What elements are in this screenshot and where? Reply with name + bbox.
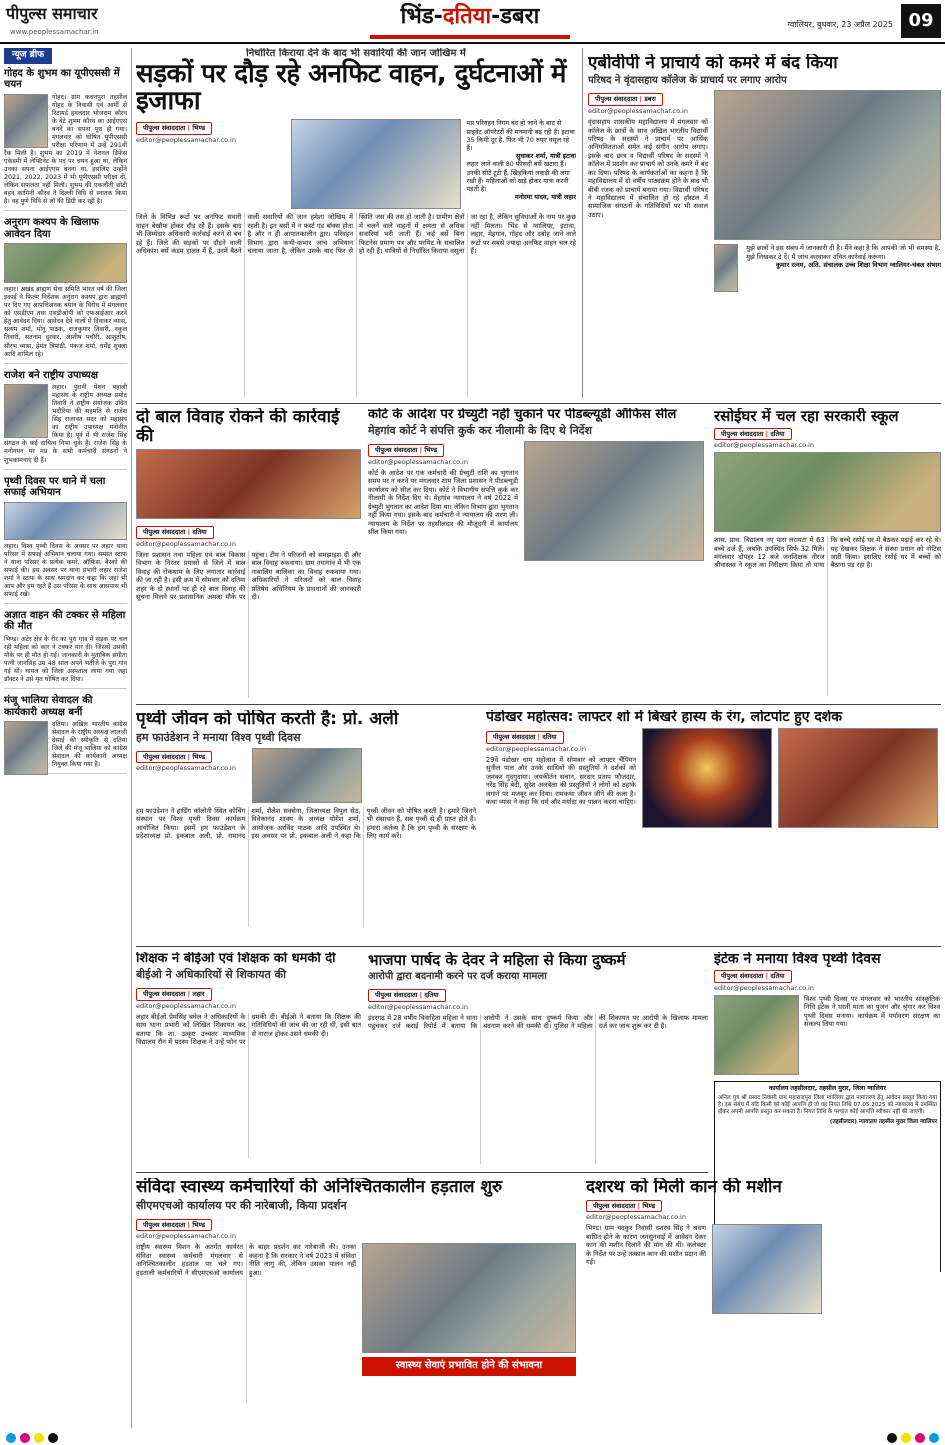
assault-story xyxy=(368,952,708,1167)
divider xyxy=(136,403,941,404)
edition-part-3: -डबरा xyxy=(491,4,540,29)
brief-item xyxy=(4,695,127,774)
child-marriage-body-text: जिला प्रशासन तथा महिला एवं बाल विकास विभाग के निरंतर प्रयासों से जिले में बाल विवाह की रोकथाम के लिए लगातार कार्रवाई की जा रही है। इसी क्रम में सोमवार को दतिया शहर के दो स्थानों पर हो रहे बाल विवाह की सूचना मिलने पर प्रशासनिक अमला मौके पर पहुंचा। टीम ने परिजनों को समझाइश दी और बाल विवाह रुकवाया। ग्राम नयागांव में भी एक नाबालिग बालिका का विवाह रुकवाया गया। अधिकारियों ने परिजनों को बाल विवाह प्रतिषेध अधिनियम के प्रावधानों की जानकारी दी। xyxy=(136,551,361,602)
lead-story xyxy=(136,48,576,398)
notice-body: अनिल पुत्र श्री प्रसाद निवासी ग्राम महाराजपुरा जिला ग्वालियर द्वारा नामांतरण हेतु आवेदन प्रस्तुत किया गया है। इस संबंध में यदि किसी को कोई आपत्ति हो तो वह नियत तिथि 07.05.2025 को न्यायालय में उपस्थित होकर अपनी आपत्ति प्रस्तुत कर सकता है। नियत तिथि के पश्चात कोई आपत्ति स्वीकार नहीं की जाएगी। xyxy=(718,1094,937,1116)
earth-body-text: हम फाउंडेशन ने हार्डिंग कॉलोनी स्थित कोचिंग संस्थान पर विश्व पृथ्वी दिवस कार्यक्रम आयोजित किया। इसमें हम फाउंडेशन के प्रदेशाध्यक्ष प्रो. इकबाल अली, प्रो. रामानंद शर्मा, शैलेश सक्सेना, जिलाध्यक्ष विपुल सेठ, विवेकानंद शाक्य के अध्यक्ष योगेश शर्मा, आयोजक अरविंद पाठक आदि उपस्थित थे। इस अवसर पर प्रो. इकबाल अली ने कहा कि पृथ्वी जीवन को पोषित करती है। हमारे जितने भी संसाधन हैं, सब पृथ्वी से ही प्राप्त होते हैं। हमारा कर्तव्य है कि हम पृथ्वी के संरक्षण के लिए कार्य करें। xyxy=(136,806,476,841)
news-brief-label: न्यूज ब्रीफ xyxy=(4,48,52,64)
assault-subhead: आरोपी द्वारा बदनामी करने पर दर्ज कराया मामला xyxy=(368,970,547,982)
lead-body xyxy=(136,213,576,398)
intech-body-text: विश्व पृथ्वी दिवस पर मंगलवार को भारतीय सांस्कृतिक निधि इंटेक ने धरती माता का पूजन और श्रृंगार कर विश्व पृथ्वी दिवस मनाया। कार्यक्रम में पर्यावरण संरक्षण का संकल्प लिया गया। xyxy=(804,995,940,1029)
court-story xyxy=(368,408,708,698)
byline-separator: | xyxy=(537,733,541,742)
abvp-subhead: परिषद ने वृंदासहाय कॉलेज के प्राचार्य पर लगाए आरोप xyxy=(588,74,787,86)
brand-logo: पीपुल्स समाचार xyxy=(6,4,98,23)
teacher-body xyxy=(136,1013,361,1158)
kitchen-body-text: शास. प्राथ. विद्यालय नए पारा लरायटा में 63 बच्चे दर्ज हैं, जबकि उपस्थित सिर्फ 32 मिले। मंगलवार दोपहर 12 बजे जनशिक्षक नीरज श्रीवास्तव ने स्कूल का निरीक्षण किया तो पाया कि बच्चे रसोई घर में बैठकर पढ़ाई कर रहे थे। यह देखकर शिक्षक ने संस्था प्रधान को नोटिस जारी किया। इसलिए रसोई घर में बच्चों को बैठाना पड़ रहा है। xyxy=(714,536,941,570)
registration-dot-black xyxy=(887,1433,897,1443)
health-banner: स्वास्थ्य सेवाएं प्रभावित होने की संभावना xyxy=(362,1357,576,1376)
byline-name: पीपुल्स संवाददाता xyxy=(143,124,186,133)
brief-body: लहार। पुरानी पेंशन बहाली महासंघ के राष्ट्रीय अध्यक्ष प्रमोद तिवारी ने राष्ट्रीय संयोजक उदित भदौरिया की सहमति से राजेश सिंह राजावत सदर को महासंघ का राष्ट्रीय उपाध्यक्ष मनोनीत किया है। पूर्व में भी राजेश सिंह संगठन के कई दायित्व निभा चुके हैं। राजेश सिंह के मनोनयन पर मप्र के सभी कर्मचारी संगठनों ने शुभकामनाएं दी हैं। xyxy=(4,384,127,464)
child-marriage-headline: दो बाल विवाह रोकने की कार्रवाई की xyxy=(136,408,340,446)
intech-byline xyxy=(714,970,792,982)
registration-dot-magenta xyxy=(20,1433,30,1443)
byline-place: भिण्ड xyxy=(192,124,206,133)
brief-title: अज्ञात वाहन की टक्कर से महिला की मौत xyxy=(4,609,126,633)
byline-separator: | xyxy=(419,446,423,455)
brief-portrait-photo xyxy=(4,94,48,148)
brief-body: गोहद। ग्राम कचनपुरा तहसील गोहद के निवासी एवं आर्मी से रिटायर्ड हवलदार भोजराम कौरव के बेटे शुभम कौरव का आईएएस बनने का सपना पूरा हो गया। मंगलवार को घोषित यूपीएससी परीक्षा परिणाम में उन्हें 291वीं रैंक मिली है। शुभम का 2019 में नेशनल डिफेंस एकेडमी में लेफ्टिनेंट के पद पर चयन हुआ था, लेकिन उनका सपना आईएएस बनना था, इसलिए उन्होंने 2021, 2022, 2023 में भी यूपीएससी परीक्षा दी, लेकिन सफलता नहीं मिली। शुभम की एकलौती छोटी बहन कामिनी कौरव ने दिल्ली विवि से स्नातक किया है। वह पुणे विवि से लॉ की डिग्री कर रही है। xyxy=(4,93,127,206)
earth-byline xyxy=(136,751,212,763)
health-headline: संविदा स्वास्थ्य कर्मचारियों की अनिश्चितकालीन हड़ताल शुरु xyxy=(136,1178,503,1197)
news-brief-column xyxy=(4,48,132,1428)
child-marriage-photo xyxy=(136,449,361,519)
teacher-byline xyxy=(136,988,212,1000)
lead-quote-1-name: सुधाकर शर्मा, यात्री इटावा xyxy=(515,152,576,161)
court-byline xyxy=(368,444,444,456)
byline-name: पीपुल्स संवाददाता xyxy=(143,528,186,537)
court-email: editor@peoplessamachar.co.in xyxy=(368,457,468,466)
health-email: editor@peoplessamachar.co.in xyxy=(136,1232,236,1241)
lead-quote-2-name: मनोरमा यादव, यात्री लहार xyxy=(514,193,576,202)
brief-portrait-photo xyxy=(4,721,48,775)
court-photo xyxy=(524,441,704,561)
notice-head: कार्यालय तहसीलदार, तहसील मुरार, जिला ग्वालियर xyxy=(769,1085,886,1093)
earth-subhead: हम फाउंडेशन ने मनाया विश्व पृथ्वी दिवस xyxy=(136,730,301,744)
dashrath-headline: दशरथ को मिली कान की मशीन xyxy=(586,1178,782,1197)
registration-dot-cyan xyxy=(6,1433,16,1443)
earth-day-story xyxy=(136,710,476,940)
earth-headline: पृथ्वी जीवन को पोषित करती है: प्रो. अली xyxy=(136,710,399,729)
byline-name: पीपुल्स संवाददाता xyxy=(143,990,186,999)
byline-name: पीपुल्स संवाददाता xyxy=(375,991,418,1000)
dashrath-photo xyxy=(712,1224,822,1314)
divider xyxy=(136,946,941,947)
registration-dot-magenta xyxy=(915,1433,925,1443)
court-body xyxy=(368,469,518,674)
registration-dot-yellow xyxy=(901,1433,911,1443)
abvp-body-text: वृंदासहाय शासकीय महाविद्यालय में मंगलवार को कॉलेज के छात्रों के साथ अखिल भारतीय विद्यार्थी परिषद के सदस्यों ने प्राचार्य पर आर्थिक अनियमितताओं समेत कई संगीन आरोप लगाए। इसके बाद छात्र व विद्यार्थी परिषद के सदस्यों ने कॉलेज में प्रदर्शन कर प्राचार्य को उनके कमरे में बंद कर दिया। परिषद के कार्यकर्ताओं का कहना है कि महाविद्यालय में दो वर्षीय पाठ्यक्रम होने के बाद भी बीबी रजक को प्राचार्य बनाया गया। विद्यार्थी परिषद ने महाविद्यालय में संचालित हो रहे हॉस्टल में सामाजिक संगठनों के गतिविधियों पर भी सवाल उठाए। xyxy=(588,118,708,219)
byline-separator: | xyxy=(187,528,191,537)
laughter-byline xyxy=(486,731,564,743)
kitchen-byline xyxy=(714,428,792,440)
byline-name: पीपुल्स संवाददाता xyxy=(721,972,764,981)
main-grid xyxy=(136,48,941,1428)
dashrath-email: editor@peoplessamachar.co.in xyxy=(586,1213,686,1221)
byline-name: पीपुल्स संवाददाता xyxy=(493,733,536,742)
abvp-email: editor@peoplessamachar.co.in xyxy=(588,106,688,115)
laughter-headline: पंडोखर महोत्सव: लाफ्टर शो में बिखरे हास्य के रंग, लोटपोट हुए दर्शक xyxy=(486,710,843,725)
teacher-subhead: बीईओ ने अधिकारियों से शिकायत की xyxy=(136,968,286,982)
intech-headline: इंटेक ने मनाया विश्व पृथ्वी दिवस xyxy=(714,952,881,967)
kitchen-school-story xyxy=(714,408,941,698)
divider xyxy=(582,48,583,398)
kitchen-photo xyxy=(714,452,941,532)
edition-part-2: दतिया xyxy=(442,4,492,29)
dashrath-byline xyxy=(586,1200,662,1212)
brief-title: मंजू भालिया सेवादल की कार्यकारी अध्यक्ष बनीं xyxy=(4,695,93,718)
byline-separator: | xyxy=(187,990,191,999)
byline-name: पीपुल्स संवाददाता xyxy=(721,429,764,438)
lead-quote-box xyxy=(467,119,576,209)
brief-item xyxy=(4,217,127,363)
registration-dot-black xyxy=(48,1433,58,1443)
byline-name: पीपुल्स संवाददाता xyxy=(375,446,418,455)
byline-place: भिण्ड xyxy=(192,1220,206,1229)
byline-place: भिण्ड xyxy=(424,446,438,455)
assault-byline xyxy=(368,989,446,1001)
byline-name: पीपुल्स संवाददाता xyxy=(593,1201,636,1210)
byline-place: डबरा xyxy=(644,95,656,104)
byline-place: दतिया xyxy=(192,528,207,537)
abvp-story xyxy=(588,54,941,398)
byline-place: दतिया xyxy=(770,972,785,981)
laughter-email: editor@peoplessamachar.co.in xyxy=(486,744,586,753)
brief-portrait-photo xyxy=(4,384,48,438)
teacher-threat-story xyxy=(136,952,361,1167)
registration-dot-yellow xyxy=(34,1433,44,1443)
child-marriage-body xyxy=(136,551,361,698)
brief-title: अनुराग कश्यप के खिलाफ आवेदन दिया xyxy=(4,217,99,240)
brief-body: भिण्ड। अटेर क्षेत्र के रीर का पुरा गांव में सड़क पर चल रही महिला को कार ने टक्कर मार दी। जिससे उसकी मौके पर ही मौत हो गई। जानकारी के मुताबिक संगीता पत्नी जानसिंह उम्र 48 साल अपने भतीजे के पुरा गांव गई थी। घायल को जिला अस्पताल लाया गया जहां डॉक्टर ने उसे मृत घोषित कर दिया। xyxy=(4,635,127,684)
divider xyxy=(136,704,941,705)
health-photo xyxy=(362,1243,576,1353)
teacher-body-text: लहार बीईओ प्रेमसिंह बघेल ने अधिकारियों के साथ थाना प्रभारी को लिखित शिकायत कर बताया कि शा. उत्कृष्ट उच्चतर माध्यमिक विद्यालय रौन में पदस्थ शिक्षक ने उन्हें फोन पर धमकी दी। बीईओ ने बताया कि शिक्षक की गतिविधियों की जांच की जा रही थी, इसी बात से नाराज होकर उसने धमकी दी। xyxy=(136,1013,361,1047)
kitchen-headline: रसोईघर में चल रहा सरकारी स्कूल xyxy=(714,408,899,425)
brief-item xyxy=(4,610,127,689)
byline-place: दतिया xyxy=(542,733,557,742)
earth-photo xyxy=(252,748,362,803)
abvp-body xyxy=(588,118,708,343)
earth-email: editor@peoplessamachar.co.in xyxy=(136,764,236,773)
edition-part-1: भिंड- xyxy=(400,4,443,29)
page-number: 09 xyxy=(901,4,941,38)
laughter-body-text: 29वें पंडोखर धाम महोत्सव में सोमवार को लाफ्टर चैंपियन सुनील पाल और उनके साथियों की प्रस्तुतियों ने दर्शकों को जमकर गुदगुदाया। जयकीर्तन सचान, सरदार प्रताप फौजदार, नरेंद्र सिंह बेदी, सुरेश अलबेला की प्रस्तुतियों ने लोगों को ठहाके लगाने पर मजबूर कर दिया। रामकथा जीवन जीने की कला है। कथा व्यास ने कहा कि धर्म और मर्यादा का पालन करना चाहिए। xyxy=(486,756,636,807)
kitchen-body xyxy=(714,536,941,696)
health-byline xyxy=(136,1219,212,1231)
earth-body xyxy=(136,807,476,927)
dashrath-body xyxy=(586,1224,706,1399)
health-body xyxy=(136,1243,356,1403)
laughter-body xyxy=(486,756,636,916)
edition-title xyxy=(370,3,570,39)
notice-sign: (तहसीलदार) न्यायालय तहसील मुरार जिला ग्वालियर xyxy=(829,1119,937,1126)
assault-body-text: इंदरगढ़ में 28 वर्षीय विवाहिता महिला ने थाना पहुंचकर दर्ज कराई रिपोर्ट में बताया कि आरोपी ने उसके साथ दुष्कर्म किया और बदनाम करने की धमकी दी। पुलिस ने महिला की शिकायत पर आरोपी के खिलाफ मामला दर्ज कर जांच शुरू कर दी है। xyxy=(368,1013,708,1031)
teacher-headline: शिक्षक ने बीईओ एवं शिक्षक को धमकी दी xyxy=(136,952,336,966)
abvp-photo xyxy=(714,90,941,240)
brand-url: www.peoplessamachar.in xyxy=(10,28,99,36)
byline-separator: | xyxy=(765,429,769,438)
lead-headline: सड़कों पर दौड़ रहे अनफिट वाहन, दुर्घटनाओं में इजाफा xyxy=(136,58,566,117)
byline-separator: | xyxy=(765,972,769,981)
health-body-text: राष्ट्रीय स्वास्थ्य मिशन के अंतर्गत कार्यरत संविदा स्वास्थ्य कर्मचारी मंगलवार से अनिश्चितकालीन हड़ताल पर चले गए। हड़ताली कर्मचारियों ने सीएमएचओ कार्यालय के बाहर प्रदर्शन कर नारेबाजी की। उनका कहना है कि सरकार ने वर्ष 2023 में संविदा नीति लागू की, लेकिन उसका पालन नहीं हुआ। xyxy=(136,1243,356,1277)
child-marriage-byline xyxy=(136,526,214,538)
byline-place: भिण्ड xyxy=(192,752,206,761)
assault-body xyxy=(368,1014,708,1164)
intech-body xyxy=(804,995,940,1075)
byline-place: दतिया xyxy=(770,429,785,438)
byline-separator: | xyxy=(187,124,191,133)
print-registration-marks xyxy=(0,1431,945,1445)
brief-item xyxy=(4,68,127,212)
assault-headline: भाजपा पार्षद के देवर ने महिला से किया दुष्कर्म xyxy=(368,952,626,969)
byline-name: पीपुल्स संवाददाता xyxy=(143,752,186,761)
registration-dot-cyan xyxy=(929,1433,939,1443)
brief-item xyxy=(4,370,127,470)
lead-quote-2: लहार जाने वाली 80 फीसदी बसें खटारा हैं। उनकी सीटें टूटी हैं, खिड़कियां लकड़ी की लगा रखी हैं। महिलाओं को खड़े होकर यात्रा करनी पड़ती है। xyxy=(466,160,570,193)
brief-body: लहार। अखंड ब्राह्मण सेवा समिति भारत वर्ष की जिला इकाई ने फिल्म निर्देशक अनुराग कश्यप द्वारा ब्राह्मणों पर दिए गए आपत्तिजनक बयान के विरोध में मंगलवार को एसडीएम तथा एसडीओपी को एफआईआर करने हेतु आवेदन दिया। आवेदन देने वालों में दिवाकर व्यास, सत्यम शर्मा, मोनू पाठक, राजकुमार तिवारी, नकुल तिवारी, सतनाम दुरवार, आशीष पचौरी, आशुतोष, सौरभ व्यास, हेमंत त्रिपाठी, पंकज शर्मा, धर्मेंद्र शुक्ला आदि शामिल रहे। xyxy=(4,286,127,358)
byline-place: भिण्ड xyxy=(642,1201,656,1210)
dashrath-body-text: भिण्ड। ग्राम चदकुर निवासी दशरथ सिंह ने श्रवण बाधित होने के कारण जनसुनवाई में आवेदन देकर कान की मशीन दिलाने की मांग की थी। कलेक्टर के निर्देश पर उन्हें तत्काल कान की मशीन प्रदान की गई। xyxy=(586,1224,706,1267)
masthead xyxy=(0,0,945,44)
lead-byline xyxy=(136,122,212,134)
brief-photo xyxy=(4,243,127,283)
abvp-quote: मुझे छात्रों ने इस संबंध में जानकारी दी है। मैंने कहा है कि आपकी जो भी समस्या है, मुझे लिखकर दे दें। मैं जांच करवाकर उचित कार्रवाई करूंगा। xyxy=(746,244,941,261)
brief-title: पृथ्वी दिवस पर थाने में चला सफाई अभियान xyxy=(4,475,106,499)
child-marriage-story xyxy=(136,408,361,698)
kitchen-email: editor@peoplessamachar.co.in xyxy=(714,440,814,449)
lead-email: editor@peoplessamachar.co.in xyxy=(136,135,236,144)
brief-body: लहार। विश्व पृथ्वी दिवस के अवसर पर लहार थाना परिसर में सफाई अभियान चलाया गया। समस्त स्टाफ ने थाना परिसर के प्रत्येक कमरे, ऑफिस, बैरकों की सफाई की। इस अवसर पर थाना प्रभारी लहार राजेश शर्मा ने स्टाफ के साथ श्रमदान कर कहा कि जहां भी आप और हम रहते हैं उस परिसर के साथ आसपास भी सफाई रखें। xyxy=(4,542,127,598)
health-subhead: सीएमएचओ कार्यालय पर की नारेबाजी, किया प्रदर्शन xyxy=(136,1198,347,1212)
dateline: ग्वालियर, बुधवार, 23 अप्रैल 2025 xyxy=(787,20,893,29)
health-strike-story xyxy=(136,1178,576,1423)
byline-separator: | xyxy=(187,752,191,761)
laughter-photo-stage xyxy=(642,728,772,828)
brief-body: दतिया। अखिल भारतीय कांग्रेस सेवादल के राष्ट्रीय अध्यक्ष लालजी देसाई की स्वीकृति से दतिया जिले की मंजू भालिया को कांग्रेस सेवादल की कार्यकारी अध्यक्ष नियुक्त किया गया है। xyxy=(52,721,127,769)
assault-email: editor@peoplessamachar.co.in xyxy=(368,1002,468,1011)
lead-bus-photo xyxy=(291,119,460,209)
divider xyxy=(136,1172,708,1173)
lead-kicker: निर्धारित किराया देने के बाद भी सवारियों की जान जोखिम में xyxy=(246,48,466,59)
laughter-show-story xyxy=(486,710,941,940)
court-subhead: मेहगांव कोर्ट ने संपत्ति कुर्क कर नीलामी के दिए थे निर्देश xyxy=(368,424,593,438)
brief-title: गोहद के शुभम का यूपीएससी में चयन xyxy=(4,67,120,91)
intech-photo xyxy=(714,995,799,1075)
quote-portrait-photo xyxy=(714,244,738,292)
intech-email: editor@peoplessamachar.co.in xyxy=(714,983,814,992)
hearing-aid-story xyxy=(586,1178,941,1423)
byline-name: पीपुल्स संवाददाता xyxy=(143,1220,186,1229)
abvp-quote-name: कुमार रत्नम, अति. संचालक उच्च शिक्षा विभाग ग्वालियर-चंबल संभाग xyxy=(775,261,941,270)
child-marriage-email: editor@peoplessamachar.co.in xyxy=(136,539,236,548)
teacher-email: editor@peoplessamachar.co.in xyxy=(136,1001,236,1010)
lead-body-text: जिले के विभिन्न रूटों पर अनफिट सवारी वाहन बेखौफ होकर दौड़ रहे हैं। इसके बाद भी जिम्मेदार अधिकारी कार्रवाई करने से बच रहे हैं। जिले की सड़कों पर दौड़ने वाली अधिकांश बसें कंडम हालत में हैं, उनमें बैठने वाली सवारियों की जान हमेशा जोखिम में रहती है। इन बसों में न फर्स्ट एड बॉक्स होता है और न ही आपातकालीन द्वार। परिवहन विभाग द्वारा कभी-कभार जांच अभियान चलाया जाता है, लेकिन उसके बाद फिर से स्थिति जस की तस हो जाती है। ग्रामीण क्षेत्रों में चलने वाले वाहनों में क्षमता से अधिक सवारियां भरी जाती हैं। कई बसें बिना फिटनेस प्रमाण पत्र और परमिट के संचालित हो रही हैं। यात्रियों से निर्धारित किराया वसूला जा रहा है, लेकिन सुविधाओं के नाम पर कुछ नहीं मिलता। भिंड से ग्वालियर, इटावा, लहार, मेहगांव, गोहद और दबोह जाने वाले रूटों पर सबसे ज्यादा अनफिट वाहन चल रहे हैं। xyxy=(136,213,576,256)
brief-photo xyxy=(4,502,127,540)
byline-place: लहार xyxy=(192,990,205,999)
byline-separator: | xyxy=(637,1201,641,1210)
brief-item xyxy=(4,476,127,604)
byline-place: दतिया xyxy=(424,991,439,1000)
brief-title: राजेश बने राष्ट्रीय उपाध्यक्ष xyxy=(4,369,98,381)
court-headline: कोर्ट के आदेश पर ग्रेच्युटी नहीं चुकाने पर पीडब्ल्यूडी ऑफिस सील xyxy=(368,408,677,422)
byline-separator: | xyxy=(187,1220,191,1229)
abvp-byline xyxy=(588,93,663,105)
laughter-photo-performers xyxy=(778,728,938,828)
byline-name: पीपुल्स संवाददाता xyxy=(595,95,638,104)
abvp-headline: एबीवीपी ने प्राचार्य को कमरे में बंद किया xyxy=(588,54,838,73)
court-body-text: कोर्ट के आदेश पर एक कर्मचारी की ग्रेच्युटी राशि का भुगतान समय पर न करने पर मंगलवार शाम जिला प्रशासन ने पीडब्ल्यूडी कार्यालय को सील कर दिया। कोर्ट ने विभागीय संपत्ति कुर्क कर नीलामी के निर्देश दिए थे। मेहगांव न्यायालय ने वर्ष 2022 में ग्रेच्युटी भुगतान का आदेश दिया था। लेकिन विभाग द्वारा भुगतान नहीं किया गया। इसके बाद कर्मचारी ने न्यायालय की शरण ली। न्यायालय के निर्देश पर तहसीलदार की मौजूदगी में कार्यालय सील किया गया। xyxy=(368,469,518,537)
lead-quote-1: मप्र परिवहन निगम बंद हो जाने के बाद से प्राइवेट ऑपरेटरों की मनमानी बढ़ रही है। इटावा 35 किमी दूर है, फिर भी 70 रुपए वसूल रहे हैं। xyxy=(466,119,575,152)
byline-separator: | xyxy=(639,95,643,104)
byline-separator: | xyxy=(419,991,423,1000)
